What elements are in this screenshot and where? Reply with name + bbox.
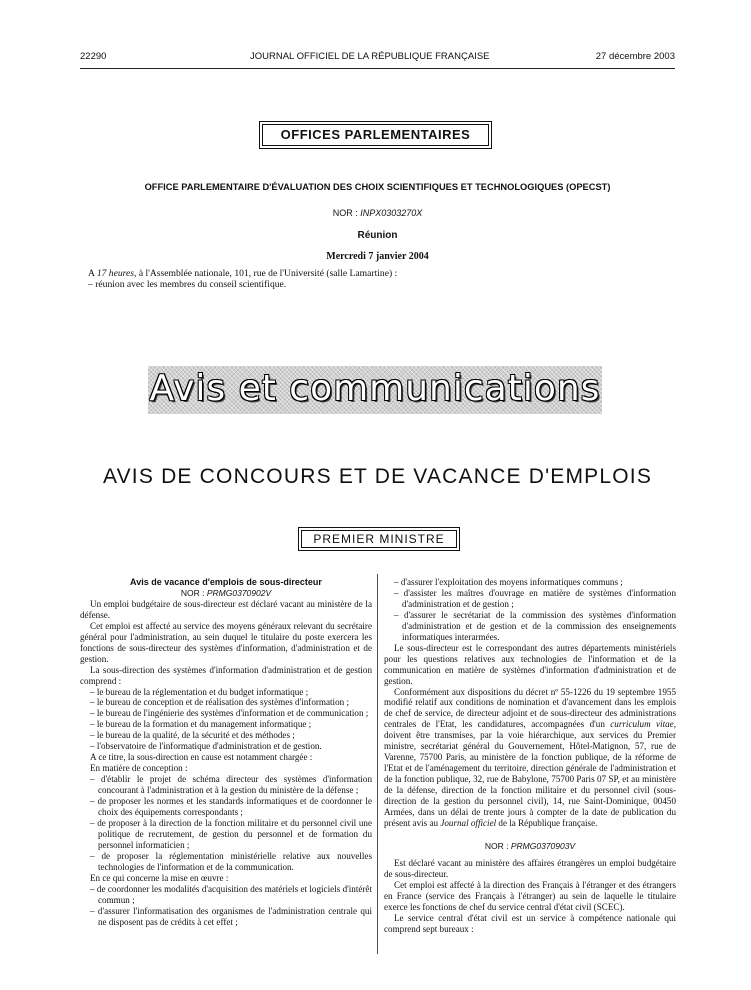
list-item: – d'assister les maîtres d'ouvrage en matière de systèmes d'information d'administration et de gestion ; [384,588,676,610]
list-item: – l'observatoire de l'informatique d'administration et de gestion. [80,741,372,752]
nor-line [80,208,675,218]
nor-label: NOR : [332,208,361,218]
nor-code: PRMG0370902V [206,587,272,598]
meeting-date: Mercredi 7 janvier 2004 [326,251,429,262]
column-divider [377,574,378,954]
list-item: – le bureau de conception et de réalisation des systèmes d'information ; [80,697,372,708]
list-item: – d'assurer le secrétariat de la commission des systèmes d'information d'administration et de gestion et de la commission des enseignements informatiques interarmées. [384,610,676,643]
box-title: OFFICES PARLEMENTAIRES [280,127,471,142]
list-item: – le bureau de la réglementation et du budget informatique ; [80,687,372,698]
meeting-time: 17 heures [96,268,135,279]
text-run: , doivent être transmises, par la voie hiérarchique, aux services du Premier ministre, secrétariat général du Gouvernement, Hôtel-Matignon, 57, rue de Varenne, 75700 Paris, au ministère de la fonction publique, de la réforme de l'Etat et de l'aménagement du territoire, direction générale de l'administration et de la fonction publique, 32, rue de Babylone, 75700 Paris 07 SP, et au ministère de la défense, direction de la fonction militaire et du personnel civil (sous-direction de la gestion du personnel civil), 14, rue Saint-Dominique, 00450 Armées, dans un délai de trente jours à compter de la date de publication du présent avis au [384,719,676,828]
page-header [80,51,675,65]
nor-label: NOR : [180,587,207,598]
paragraph: A ce titre, la sous-direction en cause est notamment chargée : [90,752,313,763]
text-run-italic: Journal officiel [440,817,497,828]
text-run: de la République française. [496,817,598,828]
conception-list [80,774,372,873]
list-item: – d'établir le projet de schéma directeur des systèmes d'information concourant à l'administration et à la gestion du ministère de la défense ; [80,774,372,796]
box-inner-border [262,124,489,146]
avis-banner [148,366,602,414]
journal-title: JOURNAL OFFICIEL DE LA RÉPUBLIQUE FRANÇAISE [250,51,490,62]
left-column [80,577,372,928]
ministry-name: PREMIER MINISTRE [313,532,445,546]
header-rule [80,68,675,69]
paragraph: Cet emploi est affecté à la direction des Français à l'étranger et des étrangers en France (service des Français à l'étranger) au sein de laquelle le titulaire exerce les fonctions de chef du service central d'état civil (SCEC). [384,879,676,912]
banner-text: Avis et communications [149,368,601,409]
ministry-box-inner-border [301,530,457,548]
nor-line-right [384,841,676,852]
page-number: 22290 [80,51,107,62]
section-title: AVIS DE CONCOURS ET DE VACANCE D'EMPLOIS [102,465,653,488]
meeting-line-2: – réunion avec les membres du conseil scientifique. [88,279,287,290]
paragraph: Le sous-directeur est le correspondant des autres départements ministériels pour les questions relatives aux technologies de l'information et de la communication en matière de systèmes d'information d'administration et de gestion. [384,642,676,686]
list-item: – le bureau de l'ingénierie des systèmes d'information et de communication ; [80,708,372,719]
section-box-offices [259,121,492,149]
nor-line-left [80,588,372,599]
right-column [384,577,676,935]
list-item: – d'assurer l'informatisation des organismes de l'administration centrale qui ne disposent pas de crédits à cet effet ; [80,906,372,928]
meeting-heading: Réunion [357,230,398,241]
publication-date: 27 décembre 2003 [595,51,675,62]
paragraph-decree [384,687,676,829]
paragraph: Un emploi budgétaire de sous-directeur est déclaré vacant au ministère de la défense. [80,598,372,620]
nor-code: INPX0303270X [360,208,423,218]
paragraph: Cet emploi est affecté au service des moyens généraux relevant du secrétaire général pour l'administration, au sein duquel le titulaire du poste exercera les fonctions de sous-directeur des systèmes d'information, d'administration et de gestion. [80,620,372,664]
list-item: – de proposer les normes et les standards informatiques et de coordonner le choix des équipements correspondants ; [80,796,372,818]
nor-label: NOR : [484,840,511,851]
list-item: – le bureau de la qualité, de la sécurité et des méthodes ; [80,730,372,741]
text-run: Conformément aux dispositions du décret nº 55-1226 du 19 septembre 1955 modifié relatif aux conditions de nomination et d'avancement dans les emplois de chef de service, de directeur adjoint et de sous-directeur des administrations centrales de l'Etat, les candidatures, accompagnées d'un [384,686,676,730]
list-item: – d'assurer l'exploitation des moyens informatiques communs ; [384,577,676,588]
continued-list [384,577,676,643]
implementation-list [80,884,372,928]
bureau-list [80,687,372,753]
text-run-italic: curriculum vitae [610,719,674,730]
paragraph: Est déclaré vacant au ministère des affaires étrangères un emploi budgétaire de sous-directeur. [384,857,676,879]
list-item: – de coordonner les modalités d'acquisition des matériels et logiciels d'intérêt commun ; [80,884,372,906]
meeting-line-prefix: A [88,268,97,279]
spacer [384,829,676,841]
list-item: – le bureau de la formation et du management informatique ; [80,719,372,730]
paragraph: Le service central d'état civil est un service à compétence nationale qui comprend sept bureaux : [384,912,676,934]
notice-title: Avis de vacance d'emplois de sous-directeur [130,577,322,587]
office-title: OFFICE PARLEMENTAIRE D'ÉVALUATION DES CHOIX SCIENTIFIQUES ET TECHNOLOGIQUES (OPECST) [144,182,611,192]
list-item: – de proposer à la direction de la fonction militaire et du personnel civil une politique de recrutement, de gestion du personnel et de formation du personnel informaticien ; [80,818,372,851]
paragraph: En matière de conception : [90,763,188,774]
list-item: – de proposer la réglementation ministérielle relative aux nouvelles technologies de l'information et de la communication. [80,851,372,873]
nor-code: PRMG0370903V [510,840,576,851]
ministry-box [298,527,460,551]
paragraph: La sous-direction des systèmes d'information d'administration et de gestion comprend : [80,664,372,686]
meeting-location: , à l'Assemblée nationale, 101, rue de l'Université (salle Lamartine) : [134,268,398,279]
meeting-line-1 [88,268,397,280]
paragraph: En ce qui concerne la mise en œuvre : [90,872,229,883]
